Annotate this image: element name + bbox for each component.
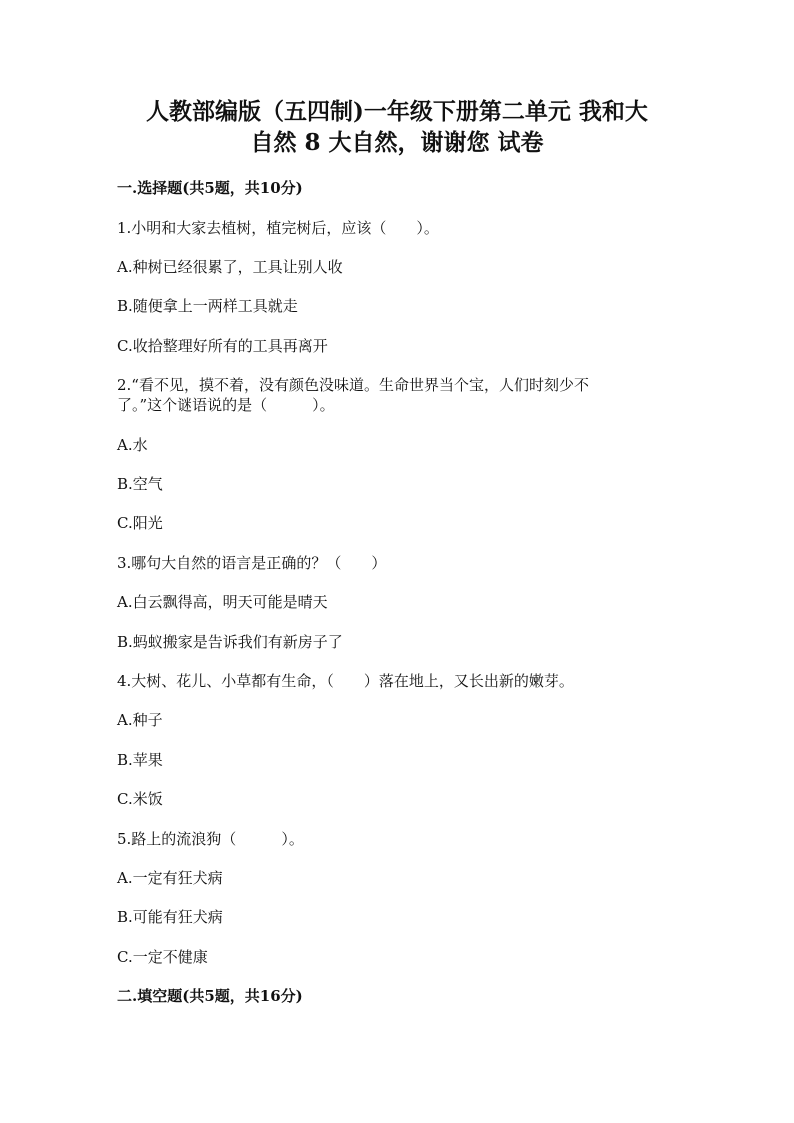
question-2-option-a: A.水 bbox=[117, 436, 148, 454]
question-1-option-c: C.收拾整理好所有的工具再离开 bbox=[117, 337, 328, 355]
question-4-option-c: C.米饭 bbox=[117, 790, 163, 808]
question-5-stem: 5.路上的流浪狗（ ）。 bbox=[117, 830, 304, 848]
question-1-option-b: B.随便拿上一两样工具就走 bbox=[117, 297, 298, 315]
question-2-stem-line-1: 2.“看不见，摸不着，没有颜色没味道。生命世界当个宝，人们时刻少不 bbox=[117, 376, 589, 394]
question-2-option-b: B.空气 bbox=[117, 475, 163, 493]
question-1-stem: 1.小明和大家去植树，植完树后，应该（ ）。 bbox=[117, 219, 439, 237]
document-title bbox=[117, 96, 677, 158]
question-5-option-b: B.可能有狂犬病 bbox=[117, 908, 223, 926]
question-4-option-b: B.苹果 bbox=[117, 751, 163, 769]
question-3-option-b: B.蚂蚁搬家是告诉我们有新房子了 bbox=[117, 633, 343, 651]
question-4-option-a: A.种子 bbox=[117, 711, 163, 729]
title-line-1: 人教部编版（五四制)一年级下册第二单元 我和大 bbox=[146, 98, 648, 125]
question-5-option-c: C.一定不健康 bbox=[117, 948, 208, 966]
question-3-option-a: A.白云飘得高，明天可能是晴天 bbox=[117, 593, 328, 611]
question-3-stem: 3.哪句大自然的语言是正确的？（ ） bbox=[117, 554, 387, 572]
question-4-stem: 4.大树、花儿、小草都有生命，（ ）落在地上，又长出新的嫩芽。 bbox=[117, 672, 574, 690]
question-5-option-a: A.一定有狂犬病 bbox=[117, 869, 223, 887]
question-1-option-a: A.种树已经很累了，工具让别人收 bbox=[117, 258, 343, 276]
section-heading-fill-in: 二.填空题(共5题，共16分) bbox=[117, 987, 303, 1005]
question-2-option-c: C.阳光 bbox=[117, 514, 163, 532]
section-heading-choice: 一.选择题(共5题，共10分) bbox=[117, 179, 303, 197]
question-2-stem-line-2: 了。”这个谜语说的是（ ）。 bbox=[117, 396, 335, 414]
title-line-2: 自然 8 大自然，谢谢您 试卷 bbox=[250, 129, 544, 156]
question-2-stem bbox=[117, 375, 677, 415]
